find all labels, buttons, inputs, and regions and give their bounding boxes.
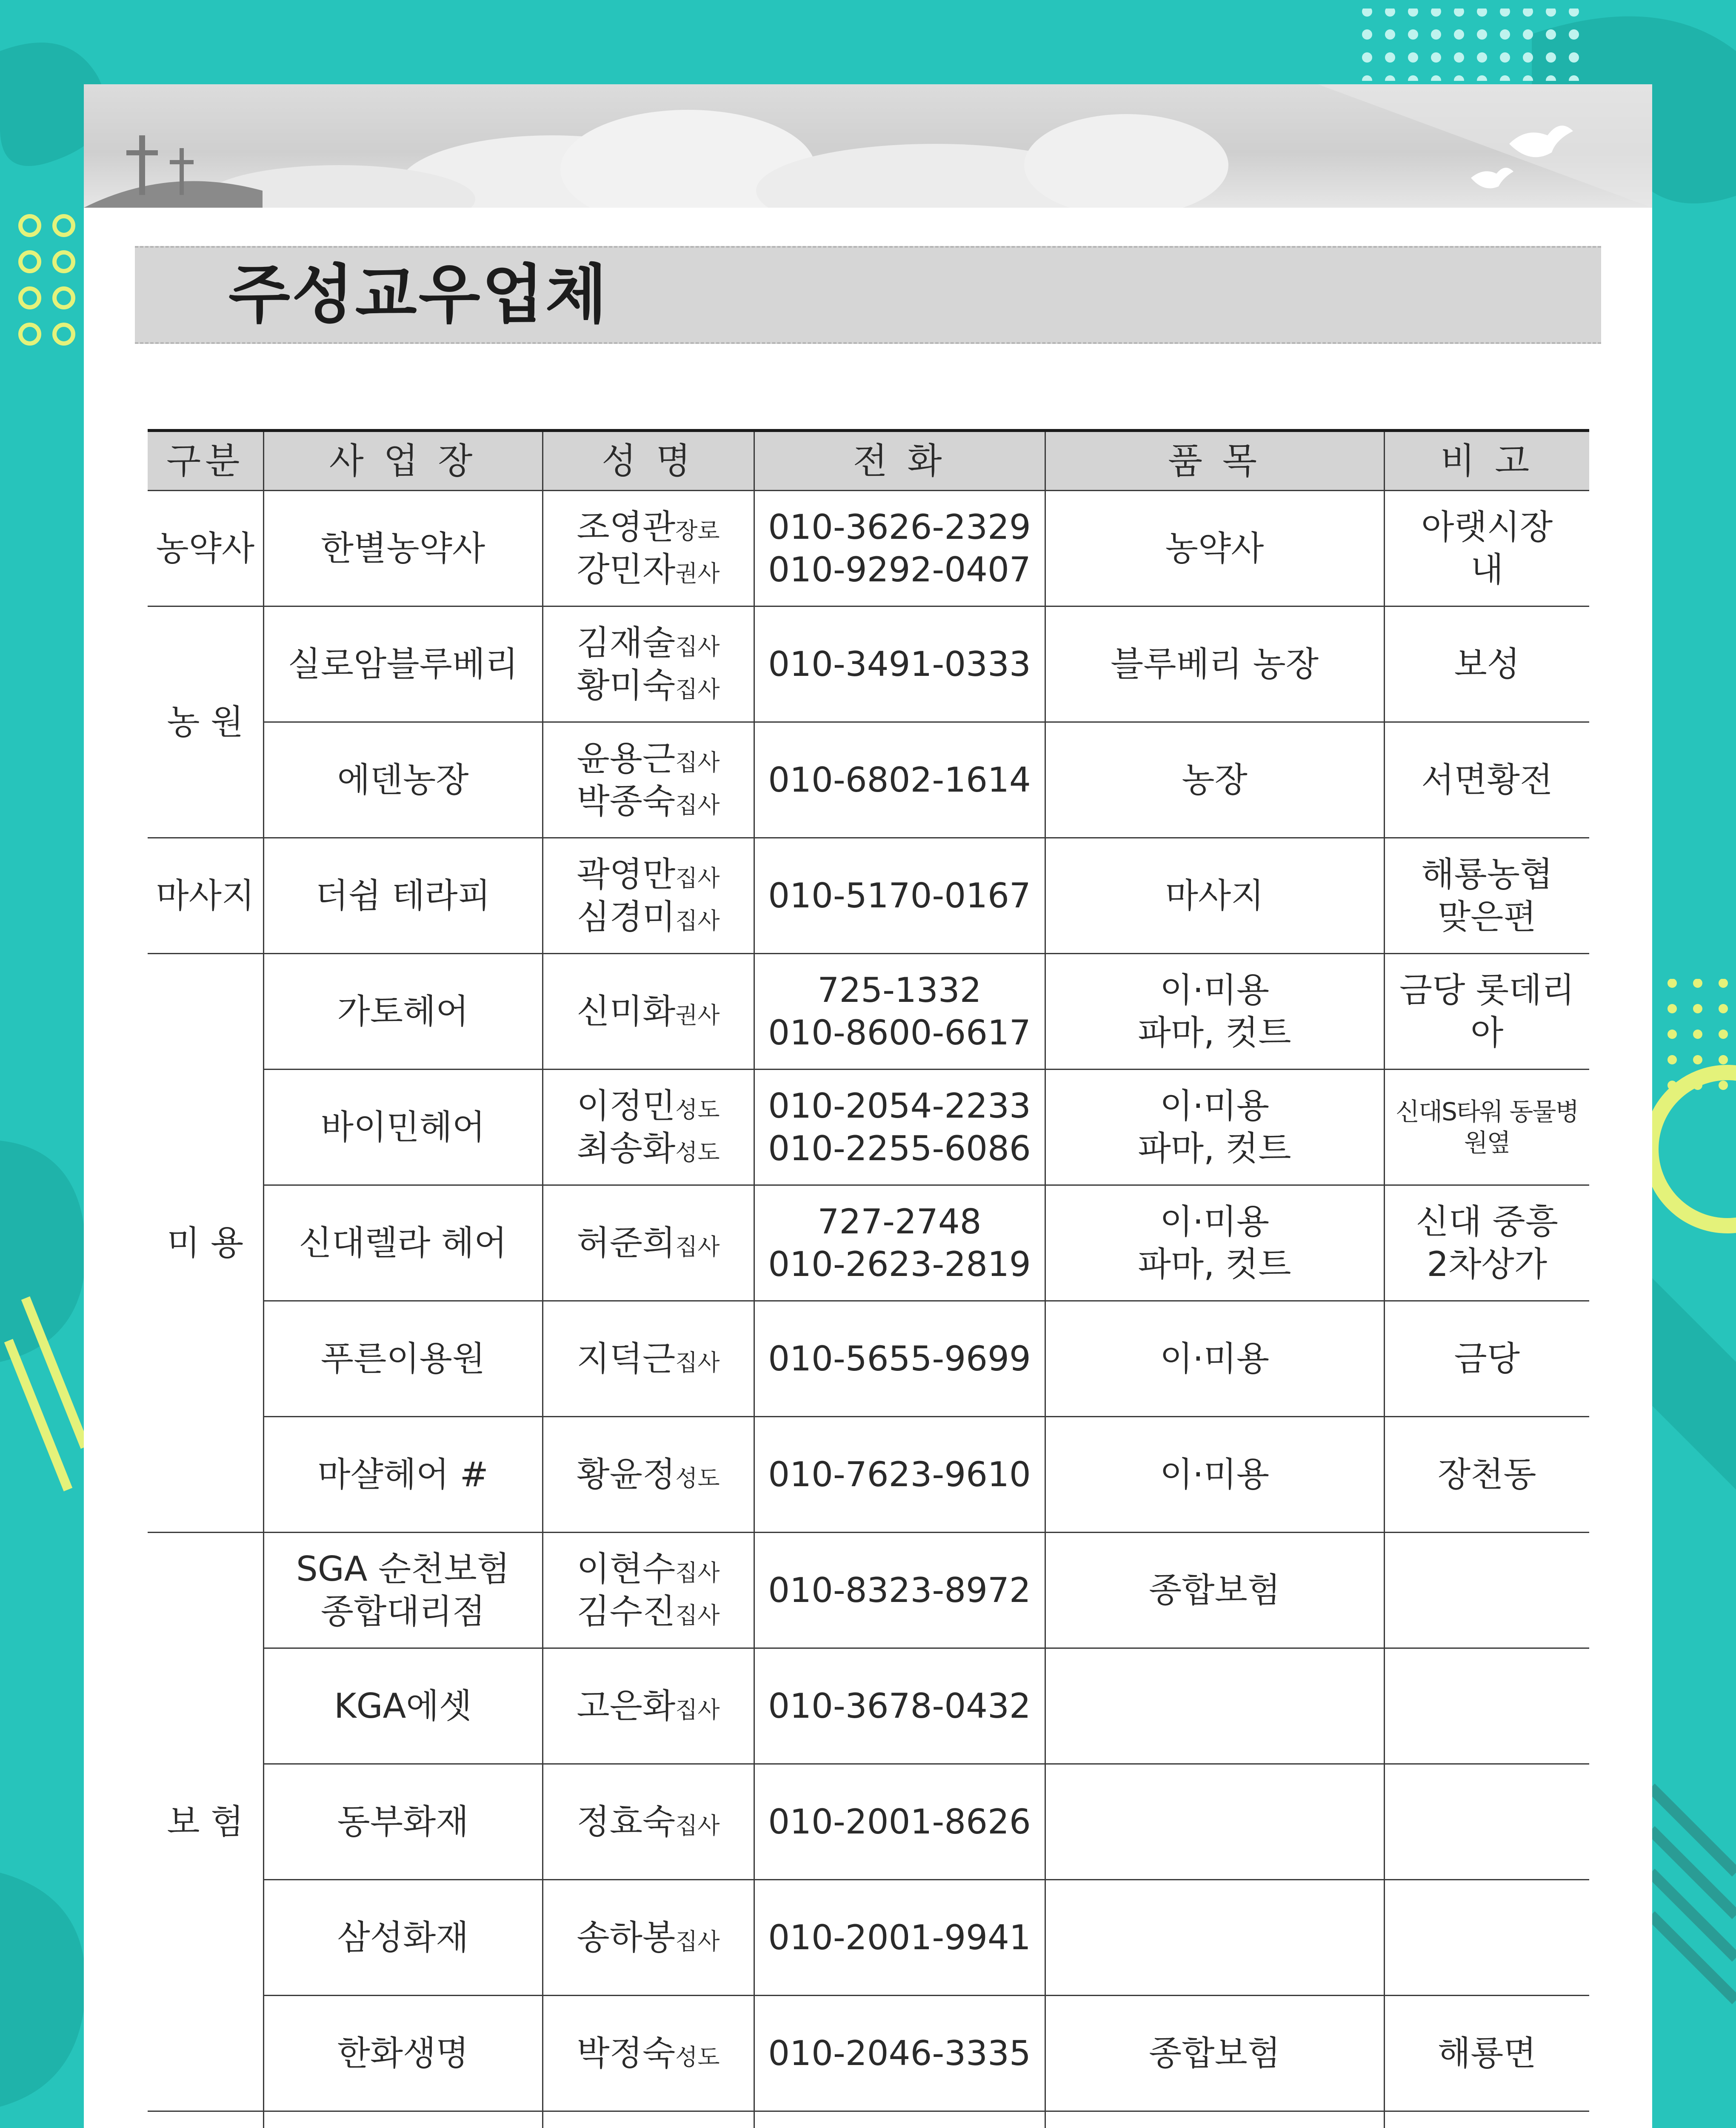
phone-number: 010-3678-0432 xyxy=(768,1686,1031,1726)
business-cell: 에덴농장 xyxy=(263,722,542,838)
item-line: 이·미용 xyxy=(1159,1086,1270,1126)
note-cell xyxy=(1384,1996,1589,2111)
item-cell xyxy=(1045,1070,1384,1185)
item-line: 파마, 컷트 xyxy=(1138,1128,1291,1168)
phone-cell xyxy=(754,2111,1045,2128)
person-title: 집사 xyxy=(675,1812,720,1839)
table-row xyxy=(148,1301,1589,1417)
person xyxy=(547,896,750,938)
item-cell xyxy=(1045,1533,1384,1648)
header-item: 품 목 xyxy=(1045,431,1384,491)
business-cell: 삼성화재 xyxy=(263,1880,542,1996)
name-cell xyxy=(542,2111,754,2128)
business-cell xyxy=(263,2111,542,2128)
note-line: 신대 중흥 xyxy=(1416,1201,1559,1241)
item-cell xyxy=(1045,491,1384,606)
table-row xyxy=(148,2111,1589,2128)
phone-cell xyxy=(754,1764,1045,1880)
phone-cell xyxy=(754,1185,1045,1301)
phone-cell xyxy=(754,606,1045,722)
banner-illustration xyxy=(84,84,1652,208)
table-row xyxy=(148,491,1589,606)
item-line: 이·미용 xyxy=(1159,1201,1270,1241)
person-title: 집사 xyxy=(675,864,720,892)
person-title: 집사 xyxy=(675,633,720,660)
phone-cell xyxy=(754,1417,1045,1533)
business-line: SGA 순천보험 xyxy=(296,1549,510,1589)
phone-number: 010-5655-9699 xyxy=(768,1339,1031,1379)
header-phone: 전 화 xyxy=(754,431,1045,491)
item-cell xyxy=(1045,1417,1384,1533)
person-title: 집사 xyxy=(675,1602,720,1629)
phone-cell xyxy=(754,1648,1045,1764)
person-title: 성도 xyxy=(675,2043,720,2071)
person-name: 신미화 xyxy=(577,991,676,1031)
name-cell xyxy=(542,722,754,838)
item-line: 농약사 xyxy=(1165,528,1264,568)
person-name: 지덕근 xyxy=(577,1339,676,1379)
member-business-table xyxy=(148,429,1589,2128)
note-cell xyxy=(1384,1301,1589,1417)
phone-cell xyxy=(754,838,1045,954)
name-cell xyxy=(542,1996,754,2111)
person-title: 장로 xyxy=(675,517,720,544)
person xyxy=(547,853,750,896)
person-name: 조영관 xyxy=(577,507,676,547)
header-business: 사 업 장 xyxy=(263,431,542,491)
business-cell: 신대렐라 헤어 xyxy=(263,1185,542,1301)
person-name: 정효숙 xyxy=(577,1802,676,1842)
business-cell xyxy=(263,1533,542,1648)
table-row xyxy=(148,1648,1589,1764)
phone-number: 010-2001-9941 xyxy=(768,1917,1031,1957)
phone-number: 010-8600-6617 xyxy=(768,1013,1031,1053)
business-cell: KGA에셋 xyxy=(263,1648,542,1764)
table-row xyxy=(148,722,1589,838)
note-cell xyxy=(1384,1185,1589,1301)
category-cell: 농 원 xyxy=(148,606,263,838)
business-line: 종합대리점 xyxy=(320,1591,485,1631)
item-cell xyxy=(1045,2111,1384,2128)
note-cell xyxy=(1384,606,1589,722)
phone-cell xyxy=(754,1070,1045,1185)
item-cell xyxy=(1045,1185,1384,1301)
person-name: 윤용근 xyxy=(577,738,676,778)
name-cell xyxy=(542,606,754,722)
name-cell xyxy=(542,491,754,606)
person-title: 집사 xyxy=(675,1233,720,1260)
person-title: 집사 xyxy=(675,1349,720,1376)
business-cell: 한별농약사 xyxy=(263,491,542,606)
note-line: 해룡농협 xyxy=(1421,854,1553,894)
item-line: 이·미용 xyxy=(1159,1454,1270,1494)
person-title: 집사 xyxy=(675,907,720,934)
person-name: 김재술 xyxy=(577,623,676,663)
table-row xyxy=(148,1185,1589,1301)
person xyxy=(547,2032,750,2075)
business-cell: 마샬헤어 # xyxy=(263,1417,542,1533)
note-line: 내 xyxy=(1470,549,1504,589)
phone-cell xyxy=(754,491,1045,606)
header-note: 비 고 xyxy=(1384,431,1589,491)
note-line: 신대S타워 동물병원옆 xyxy=(1396,1097,1579,1157)
name-cell xyxy=(542,1648,754,1764)
document-page xyxy=(84,84,1652,2128)
note-cell xyxy=(1384,1533,1589,1648)
note-cell xyxy=(1384,1648,1589,1764)
note-cell xyxy=(1384,491,1589,606)
name-cell xyxy=(542,954,754,1070)
business-cell: 푸른이용원 xyxy=(263,1301,542,1417)
person xyxy=(547,1127,750,1170)
sky-banner xyxy=(84,84,1652,208)
person-title: 집사 xyxy=(675,791,720,818)
person xyxy=(547,1590,750,1633)
table-row xyxy=(148,1996,1589,2111)
name-cell xyxy=(542,1533,754,1648)
item-line: 종합보험 xyxy=(1148,2033,1281,2073)
item-cell xyxy=(1045,722,1384,838)
person-name: 고은화 xyxy=(577,1686,676,1726)
item-line: 농장 xyxy=(1182,760,1248,800)
person-name: 황미숙 xyxy=(577,665,676,705)
table-row xyxy=(148,954,1589,1070)
name-cell xyxy=(542,1417,754,1533)
person-name: 황윤정 xyxy=(577,1454,676,1494)
item-line: 파마, 컷트 xyxy=(1138,1244,1291,1284)
person-name: 박정숙 xyxy=(577,2033,676,2073)
item-cell xyxy=(1045,954,1384,1070)
item-cell xyxy=(1045,838,1384,954)
note-line: 금당 xyxy=(1454,1339,1520,1379)
person-name: 강민자 xyxy=(577,549,676,589)
note-line: 보성 xyxy=(1454,644,1520,684)
person xyxy=(547,738,750,780)
item-line xyxy=(1049,2127,1380,2128)
note-line: 아랫시장 xyxy=(1421,507,1553,547)
phone-number: 010-2054-2233 xyxy=(768,1086,1031,1126)
phone-number: 010-2623-2819 xyxy=(768,1244,1031,1284)
phone-cell xyxy=(754,1996,1045,2111)
person-title: 권사 xyxy=(675,1001,720,1029)
person-name: 최송화 xyxy=(577,1128,676,1168)
item-cell xyxy=(1045,1301,1384,1417)
person xyxy=(547,1222,750,1264)
person xyxy=(547,622,750,664)
item-cell xyxy=(1045,1764,1384,1880)
person xyxy=(547,1801,750,1843)
table-row xyxy=(148,1880,1589,1996)
person xyxy=(547,549,750,591)
person-name: 심경미 xyxy=(577,897,676,937)
person-title: 성도 xyxy=(675,1096,720,1123)
item-line: 이·미용 xyxy=(1159,970,1270,1010)
table-row xyxy=(148,838,1589,954)
item-cell xyxy=(1045,1996,1384,2111)
person-name: 송하봉 xyxy=(577,1917,676,1957)
note-cell xyxy=(1384,722,1589,838)
name-cell xyxy=(542,1764,754,1880)
category-cell: 보 험 xyxy=(148,1533,263,2111)
person xyxy=(547,780,750,823)
phone-cell xyxy=(754,1880,1045,1996)
phone-number: 725-1332 xyxy=(817,970,982,1010)
phone-number: 010-2046-3335 xyxy=(768,2033,1031,2073)
category-cell xyxy=(148,2111,263,2128)
name-cell xyxy=(542,1185,754,1301)
person-name: 이정민 xyxy=(577,1086,676,1126)
table-row xyxy=(148,606,1589,722)
table-row xyxy=(148,1533,1589,1648)
name-cell xyxy=(542,1301,754,1417)
category-cell: 마사지 xyxy=(148,838,263,954)
person-title: 성도 xyxy=(675,1464,720,1492)
business-cell: 더쉼 테라피 xyxy=(263,838,542,954)
person-title: 성도 xyxy=(675,1138,720,1166)
business-cell: 실로암블루베리 xyxy=(263,606,542,722)
person-title: 집사 xyxy=(675,749,720,776)
phone-cell xyxy=(754,1301,1045,1417)
note-line: 금당 롯데리아 xyxy=(1399,970,1575,1053)
item-line: 블루베리 농장 xyxy=(1110,644,1319,684)
phone-number: 010-5170-0167 xyxy=(768,875,1031,915)
person-name: 허준희 xyxy=(577,1223,676,1263)
note-cell xyxy=(1384,954,1589,1070)
note-line: 맞은편 xyxy=(1437,897,1536,937)
note-cell xyxy=(1384,1417,1589,1533)
item-cell xyxy=(1045,606,1384,722)
person-title: 집사 xyxy=(675,675,720,703)
person-title: 집사 xyxy=(675,1928,720,1955)
business-cell: 한화생명 xyxy=(263,1996,542,2111)
note-line: 2차상가 xyxy=(1427,1244,1548,1284)
phone-number: 010-2001-8626 xyxy=(768,1802,1031,1842)
name-cell xyxy=(542,1880,754,1996)
phone-number: 010-7623-9610 xyxy=(768,1454,1031,1494)
note-line: 서면황전 xyxy=(1421,760,1553,800)
person-name: 김수진 xyxy=(577,1591,676,1631)
phone-number: 010-9292-0407 xyxy=(768,549,1031,589)
phone-number: 010-3626-2329 xyxy=(768,507,1031,547)
note-cell xyxy=(1384,838,1589,954)
phone-number: 727-2748 xyxy=(817,1201,982,1241)
item-line: 파마, 컷트 xyxy=(1138,1013,1291,1053)
item-line: 종합보험 xyxy=(1148,1570,1281,1610)
person-title: 집사 xyxy=(675,1696,720,1723)
person-name: 박종숙 xyxy=(577,781,676,821)
person xyxy=(547,990,750,1033)
business-cell: 바이민헤어 xyxy=(263,1070,542,1185)
person-name: 이현수 xyxy=(577,1549,676,1589)
item-cell xyxy=(1045,1648,1384,1764)
note-cell xyxy=(1384,1764,1589,1880)
item-cell xyxy=(1045,1880,1384,1996)
phone-number: 010-2255-6086 xyxy=(768,1128,1031,1168)
person xyxy=(547,1916,750,1959)
person xyxy=(547,1338,750,1380)
phone-number: 010-8323-8972 xyxy=(768,1570,1031,1610)
person-title: 집사 xyxy=(675,1559,720,1586)
business-cell: 가토헤어 xyxy=(263,954,542,1070)
name-cell xyxy=(542,1070,754,1185)
phone-number: 010-3491-0333 xyxy=(768,644,1031,684)
header-category: 구분 xyxy=(148,431,263,491)
header-name: 성 명 xyxy=(542,431,754,491)
note-line: 해룡면 xyxy=(1437,2033,1536,2073)
phone-cell xyxy=(754,1533,1045,1648)
category-cell: 농약사 xyxy=(148,491,263,606)
note-line: 장천동 xyxy=(1437,1454,1536,1494)
category-cell: 미 용 xyxy=(148,954,263,1533)
person xyxy=(547,1685,750,1728)
note-cell xyxy=(1384,1880,1589,1996)
table-row xyxy=(148,1070,1589,1185)
phone-cell xyxy=(754,954,1045,1070)
phone-cell xyxy=(754,722,1045,838)
note-cell xyxy=(1384,1070,1589,1185)
note-cell xyxy=(1384,2111,1589,2128)
page-title: 주성교우업체 xyxy=(228,258,609,332)
person xyxy=(547,506,750,549)
phone-number: 010-6802-1614 xyxy=(768,760,1031,800)
table-row xyxy=(148,1764,1589,1880)
person xyxy=(547,1453,750,1496)
person xyxy=(547,1548,750,1590)
person xyxy=(547,1085,750,1127)
name-cell xyxy=(542,838,754,954)
table-row xyxy=(148,1417,1589,1533)
person xyxy=(547,664,750,707)
person-name: 곽영만 xyxy=(577,854,676,894)
item-line: 이·미용 xyxy=(1159,1339,1270,1379)
business-cell: 동부화재 xyxy=(263,1764,542,1880)
table-header-row xyxy=(148,431,1589,491)
person-title: 권사 xyxy=(675,560,720,587)
item-line: 마사지 xyxy=(1165,875,1264,915)
